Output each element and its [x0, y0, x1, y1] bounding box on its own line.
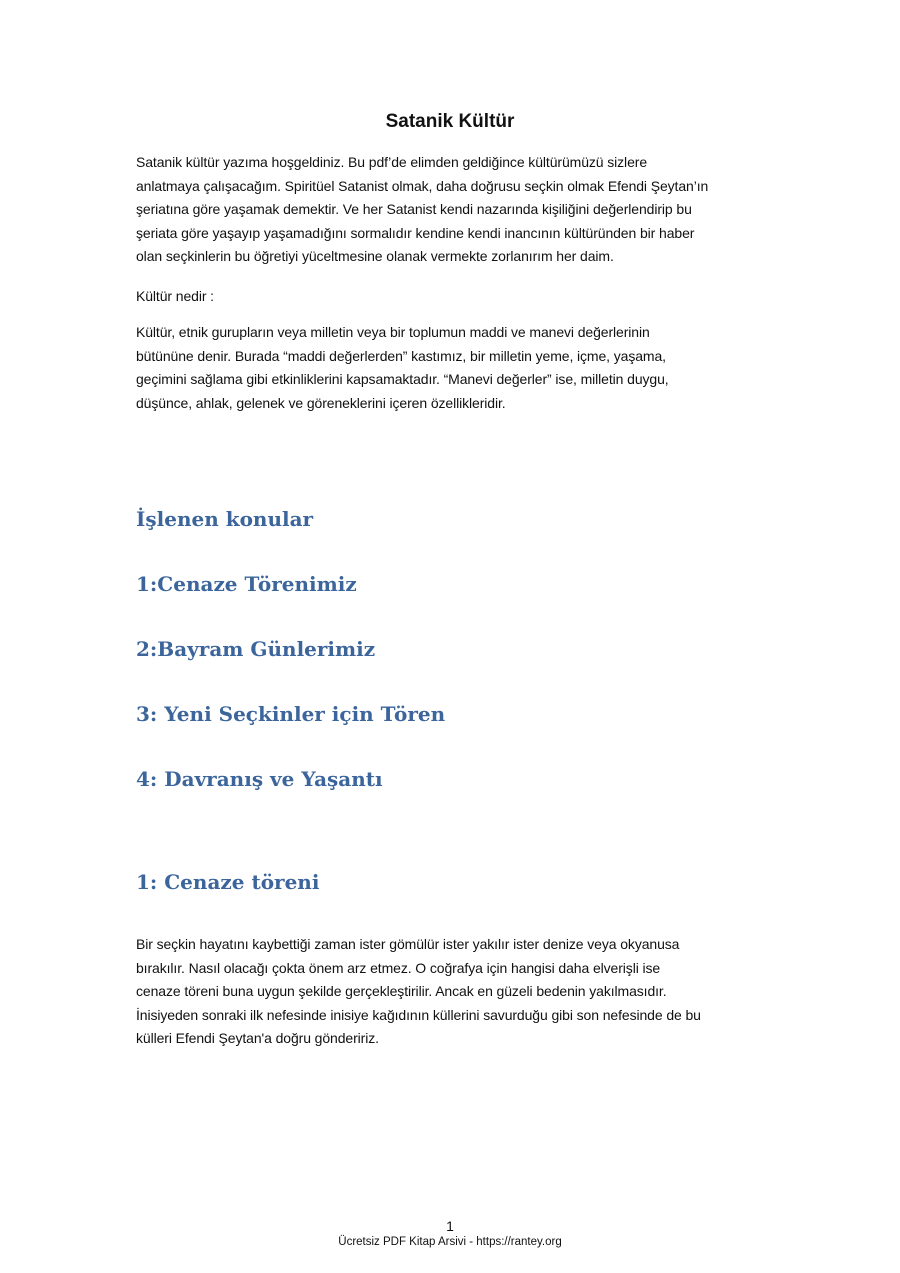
- topic-item-funeral: 1:Cenaze Törenimiz: [136, 572, 357, 596]
- intro-line: anlatmaya çalışacağım. Spiritüel Satanist olmak, daha doğrusu seçkin olmak Efendi Şeytan’ın: [136, 177, 709, 194]
- footer-note: Ücretsiz PDF Kitap Arsivi - https://rantey.org: [338, 1236, 562, 1248]
- intro-line: şeriatına göre yaşamak demektir. Ve her Satanist kendi nazarında kişiliğini değerlendirip bu: [136, 201, 692, 218]
- intro-line: olan seçkinlerin bu öğretiyi yüceltmesine olanak vermekte zorlanırım her daim.: [136, 248, 614, 265]
- definition-line: düşünce, ahlak, gelenek ve göreneklerini içeren özellikleridir.: [136, 394, 506, 411]
- intro-paragraph: [136, 151, 764, 269]
- section-line: Bir seçkin hayatını kaybettiği zaman ister gömülür ister yakılır ister denize veya okyanusa: [136, 936, 680, 952]
- section-line: cenaze töreni buna uygun şekilde gerçekleştirilir. Ancak en güzeli bedenin yakılmasıdır.: [136, 983, 667, 1000]
- section-line: külleri Efendi Şeytan'a doğru göndeririz.: [136, 1030, 379, 1047]
- question-text: Kültür nedir :: [136, 288, 214, 304]
- definition-line: Kültür, etnik gurupların veya milletin veya bir toplumun maddi ve manevi değerlerinin: [136, 324, 650, 340]
- topic-item-new-chosen-ceremony: 3: Yeni Seçkinler için Tören: [136, 702, 446, 726]
- topics-heading: İşlenen konular: [136, 507, 314, 531]
- topic-item-holidays: 2:Bayram Günlerimiz: [136, 637, 376, 661]
- section-line: bırakılır. Nasıl olacağı çokta önem arz etmez. O coğrafya için hangisi daha elverişli ise: [136, 959, 661, 976]
- section-paragraph: [136, 933, 764, 1051]
- definition-line: bütününe denir. Burada “maddi değerlerden” kastımız, bir milletin yeme, içme, yaşama,: [136, 347, 666, 364]
- definition-paragraph: [136, 321, 764, 415]
- definition-line: geçimini sağlama gibi etkinliklerini kapsamaktadır. “Manevi değerler” ise, milletin duygu,: [136, 371, 669, 388]
- section-heading: 1: Cenaze töreni: [136, 870, 320, 894]
- intro-line: şeriata göre yaşayıp yaşamadığını sormalıdır kendine kendi inancının kültüründen bir haber: [136, 224, 695, 241]
- topic-item-behavior-life: 4: Davranış ve Yaşantı: [136, 767, 383, 791]
- document-title: Satanik Kültür: [385, 111, 515, 132]
- page-number: 1: [446, 1218, 454, 1234]
- intro-line: Satanik kültür yazıma hoşgeldiniz. Bu pdf’de elimden geldiğince kültürümüzü sizlere: [136, 154, 648, 170]
- section-line: İnisiyeden sonraki ilk nefesinde inisiye kağıdının küllerini savurduğu gibi son nefesinde de bu: [136, 1006, 701, 1023]
